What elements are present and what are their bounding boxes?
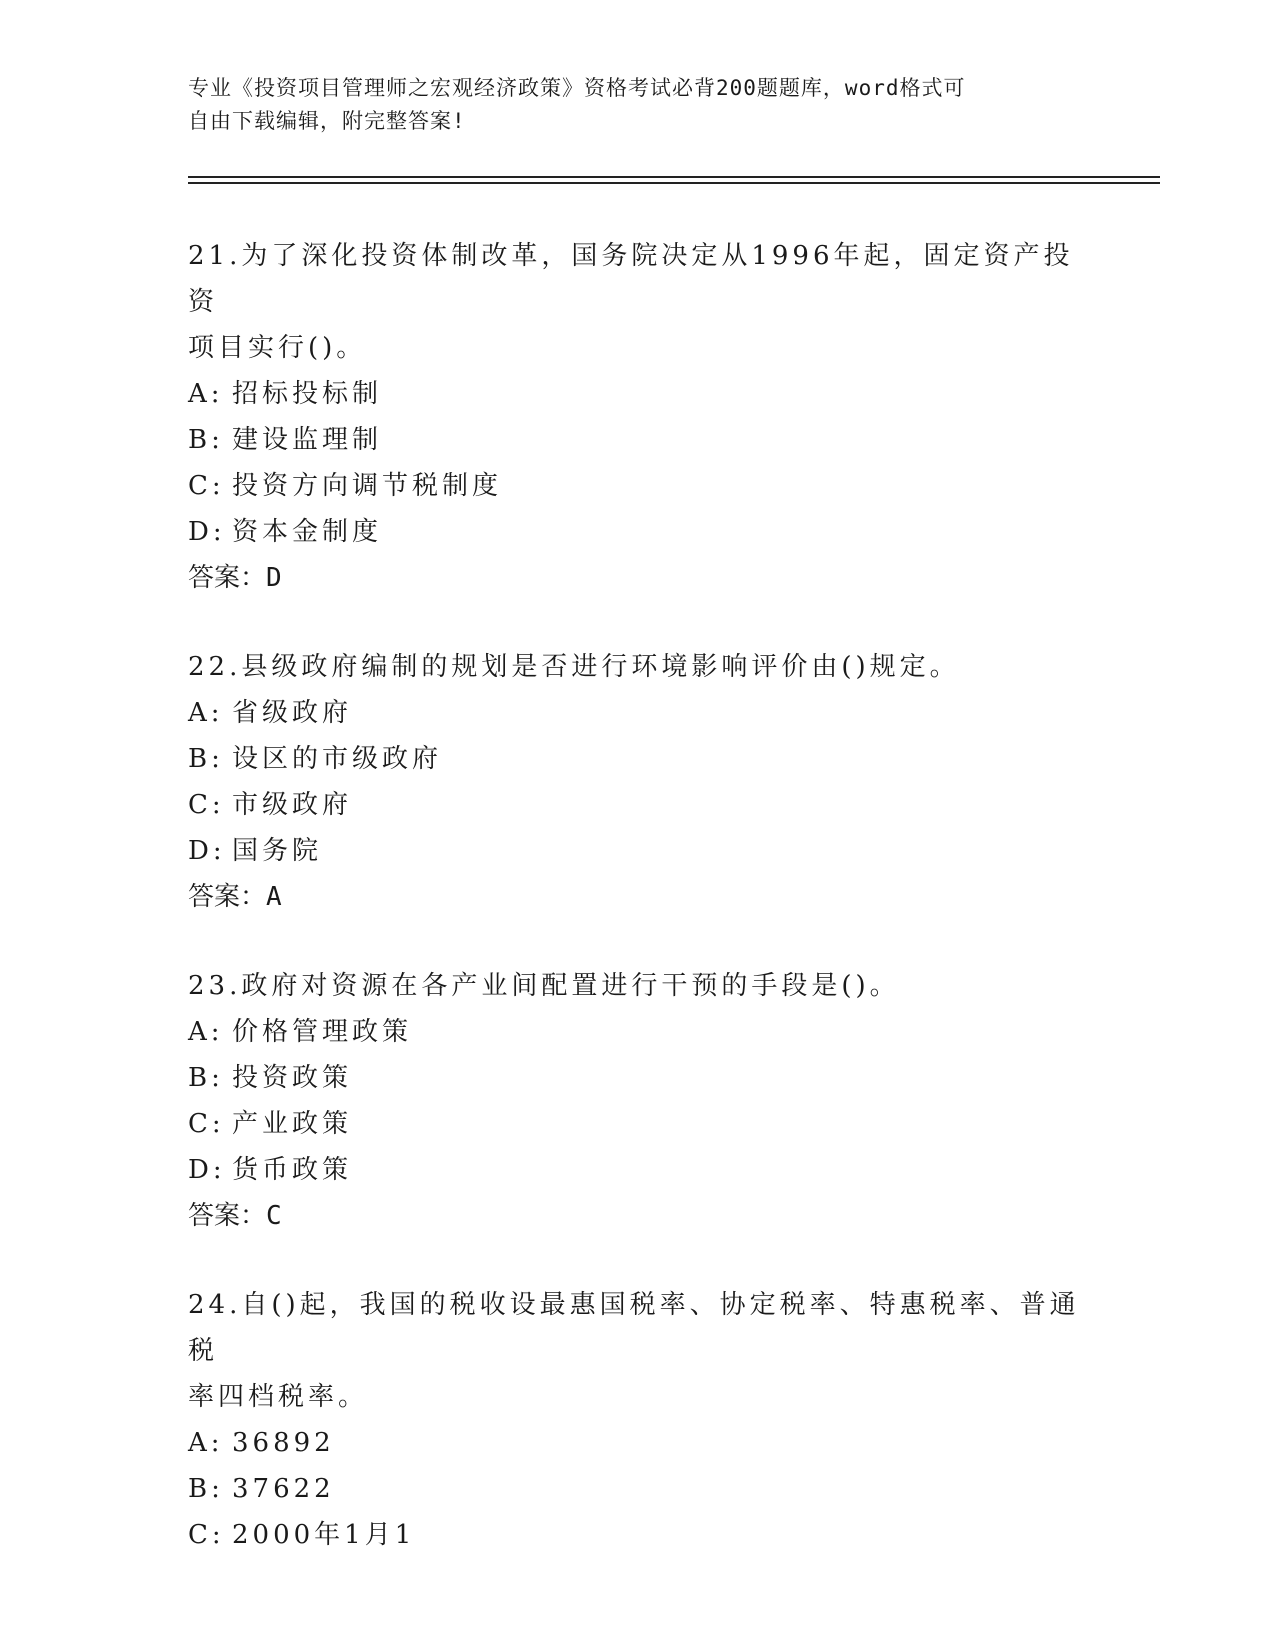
option-b [188, 736, 1088, 782]
question-22 [188, 644, 1088, 920]
header-line-1: 专业《投资项目管理师之宏观经济政策》资格考试必背200题题库，word格式可 [188, 76, 966, 100]
option-c [188, 1512, 1088, 1558]
question-stem-continued: 项目实行()。 [188, 333, 367, 363]
question-stem: 22.县级政府编制的规划是否进行环境影响评价由()规定。 [188, 652, 960, 682]
option-text: 市级政府 [232, 790, 353, 820]
option-c [188, 782, 1088, 828]
option-key: A: [188, 379, 224, 409]
option-d [188, 509, 1088, 555]
spacer [188, 920, 1088, 963]
option-key: D: [188, 517, 226, 547]
option-text: 2000年1月1 [232, 1520, 416, 1550]
option-text: 设区的市级政府 [232, 744, 443, 774]
option-text: 建设监理制 [232, 425, 383, 455]
header-divider-top [188, 176, 1160, 178]
option-text: 资本金制度 [232, 517, 383, 547]
option-text: 招标投标制 [232, 379, 383, 409]
option-text: 省级政府 [232, 698, 353, 728]
option-c [188, 1101, 1088, 1147]
option-d [188, 828, 1088, 874]
option-key: D: [188, 1155, 226, 1185]
option-key: B: [188, 744, 224, 774]
option-key: B: [188, 1063, 224, 1093]
option-text: 产业政策 [232, 1109, 353, 1139]
option-key: B: [188, 1474, 224, 1504]
option-key: B: [188, 425, 224, 455]
option-a [188, 1009, 1088, 1055]
header-line-2: 自由下载编辑，附完整答案! [188, 109, 466, 133]
option-text: 货币政策 [232, 1155, 353, 1185]
option-text: 投资政策 [232, 1063, 353, 1093]
option-a [188, 690, 1088, 736]
question-21 [188, 233, 1088, 601]
question-stem-continued: 率四档税率。 [188, 1382, 369, 1412]
document-header [188, 72, 1088, 138]
spacer [188, 1239, 1088, 1282]
question-stem: 21.为了深化投资体制改革，国务院决定从1996年起，固定资产投资 [188, 241, 1074, 317]
header-divider-bottom [188, 182, 1160, 184]
spacer [188, 601, 1088, 644]
question-list [188, 233, 1088, 1558]
question-stem: 23.政府对资源在各产业间配置进行干预的手段是()。 [188, 971, 900, 1001]
option-b [188, 417, 1088, 463]
question-24 [188, 1282, 1088, 1558]
option-key: D: [188, 836, 226, 866]
option-text: 36892 [232, 1428, 335, 1458]
option-key: C: [188, 1109, 225, 1139]
option-b [188, 1466, 1088, 1512]
answer: 答案：C [188, 1201, 282, 1231]
question-23 [188, 963, 1088, 1239]
answer: 答案：A [188, 882, 282, 912]
option-a [188, 371, 1088, 417]
option-key: A: [188, 1017, 224, 1047]
option-b [188, 1055, 1088, 1101]
option-text: 国务院 [232, 836, 323, 866]
option-key: C: [188, 471, 225, 501]
option-key: A: [188, 1428, 224, 1458]
option-key: C: [188, 1520, 225, 1550]
question-stem: 24.自()起，我国的税收设最惠国税率、协定税率、特惠税率、普通税 [188, 1290, 1080, 1366]
answer: 答案：D [188, 563, 282, 593]
option-c [188, 463, 1088, 509]
option-d [188, 1147, 1088, 1193]
option-text: 投资方向调节税制度 [232, 471, 503, 501]
option-key: A: [188, 698, 224, 728]
option-text: 价格管理政策 [232, 1017, 413, 1047]
option-text: 37622 [232, 1474, 335, 1504]
option-key: C: [188, 790, 225, 820]
option-a [188, 1420, 1088, 1466]
